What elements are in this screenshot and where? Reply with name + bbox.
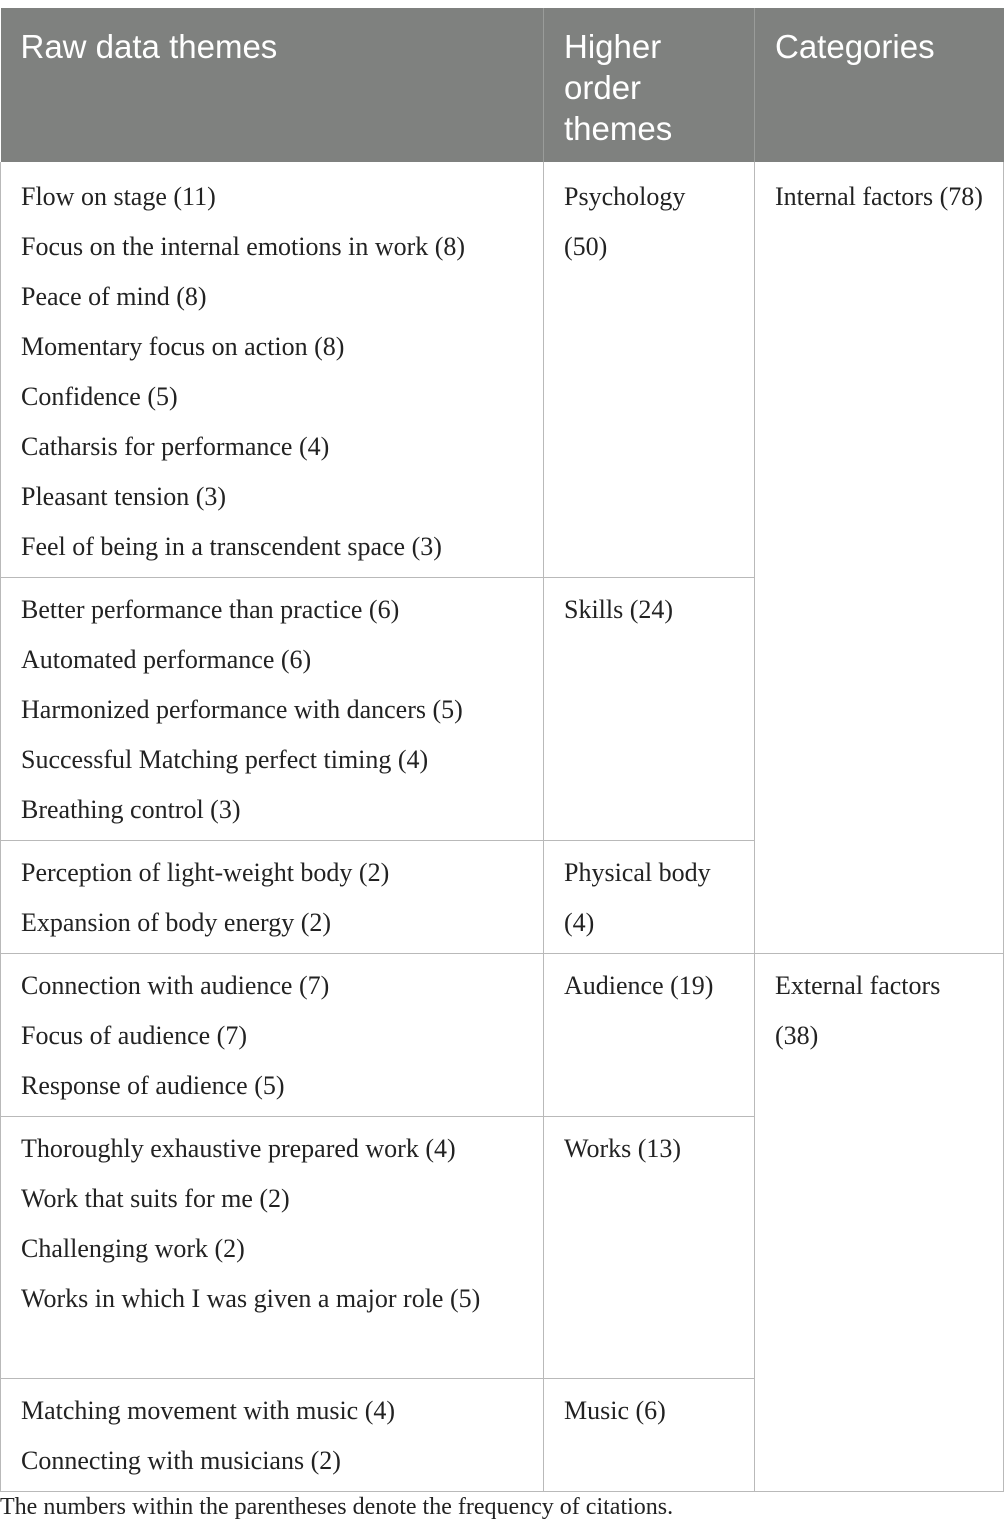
raw-theme-item: Challenging work (2) xyxy=(21,1234,245,1263)
higher-order-theme-cell: Skills (24) xyxy=(544,578,755,841)
raw-theme-item: Works in which I was given a major role (5) xyxy=(21,1284,481,1313)
category-cell-external: External factors (38) xyxy=(755,954,1004,1492)
raw-theme-item: Connection with audience (7) xyxy=(21,971,330,1000)
raw-theme-item: Focus of audience (7) xyxy=(21,1021,247,1050)
header-higher-order-themes: Higher order themes xyxy=(544,8,755,162)
raw-themes-cell-skills xyxy=(1,578,544,841)
raw-theme-item: Expansion of body energy (2) xyxy=(21,908,332,937)
table-footnote: The numbers within the parentheses denote the frequency of citations. xyxy=(0,1494,674,1520)
raw-theme-item: Matching movement with music (4) xyxy=(21,1396,396,1425)
raw-theme-item: Confidence (5) xyxy=(21,382,178,411)
raw-theme-item: Thoroughly exhaustive prepared work (4) xyxy=(21,1134,456,1163)
category-cell-internal: Internal factors (78) xyxy=(755,162,1004,954)
raw-theme-item: Flow on stage (11) xyxy=(21,182,216,211)
raw-theme-item: Successful Matching perfect timing (4) xyxy=(21,745,429,774)
raw-theme-item: Pleasant tension (3) xyxy=(21,482,227,511)
raw-theme-item: Feel of being in a transcendent space (3) xyxy=(21,532,442,561)
raw-theme-item: Peace of mind (8) xyxy=(21,282,207,311)
raw-theme-item: Harmonized performance with dancers (5) xyxy=(21,695,463,724)
header-row xyxy=(1,8,1004,162)
raw-theme-item: Catharsis for performance (4) xyxy=(21,432,330,461)
raw-themes-cell-works xyxy=(1,1117,544,1379)
higher-order-theme-cell: Works (13) xyxy=(544,1117,755,1379)
higher-order-theme-cell: Psychology (50) xyxy=(544,162,755,578)
themes-table xyxy=(0,8,1004,1492)
raw-themes-cell-audience xyxy=(1,954,544,1117)
raw-theme-item: Momentary focus on action (8) xyxy=(21,332,345,361)
header-categories: Categories xyxy=(755,8,1004,162)
raw-theme-item: Better performance than practice (6) xyxy=(21,595,400,624)
raw-theme-item: Connecting with musicians (2) xyxy=(21,1446,341,1475)
table-row xyxy=(1,954,1004,1117)
header-raw-data-themes: Raw data themes xyxy=(1,8,544,162)
higher-order-theme-cell: Audience (19) xyxy=(544,954,755,1117)
table-row xyxy=(1,162,1004,578)
raw-theme-item: Focus on the internal emotions in work (8) xyxy=(21,232,466,261)
themes-table-container xyxy=(0,8,1003,1492)
raw-theme-item: Perception of light-weight body (2) xyxy=(21,858,390,887)
raw-themes-cell-physical-body xyxy=(1,841,544,954)
higher-order-theme-cell: Music (6) xyxy=(544,1379,755,1492)
raw-theme-item: Response of audience (5) xyxy=(21,1071,285,1100)
raw-theme-item: Work that suits for me (2) xyxy=(21,1184,290,1213)
higher-order-theme-cell: Physical body (4) xyxy=(544,841,755,954)
raw-theme-item: Breathing control (3) xyxy=(21,795,241,824)
raw-theme-item: Automated performance (6) xyxy=(21,645,312,674)
raw-themes-cell-psychology xyxy=(1,162,544,578)
raw-themes-cell-music xyxy=(1,1379,544,1492)
